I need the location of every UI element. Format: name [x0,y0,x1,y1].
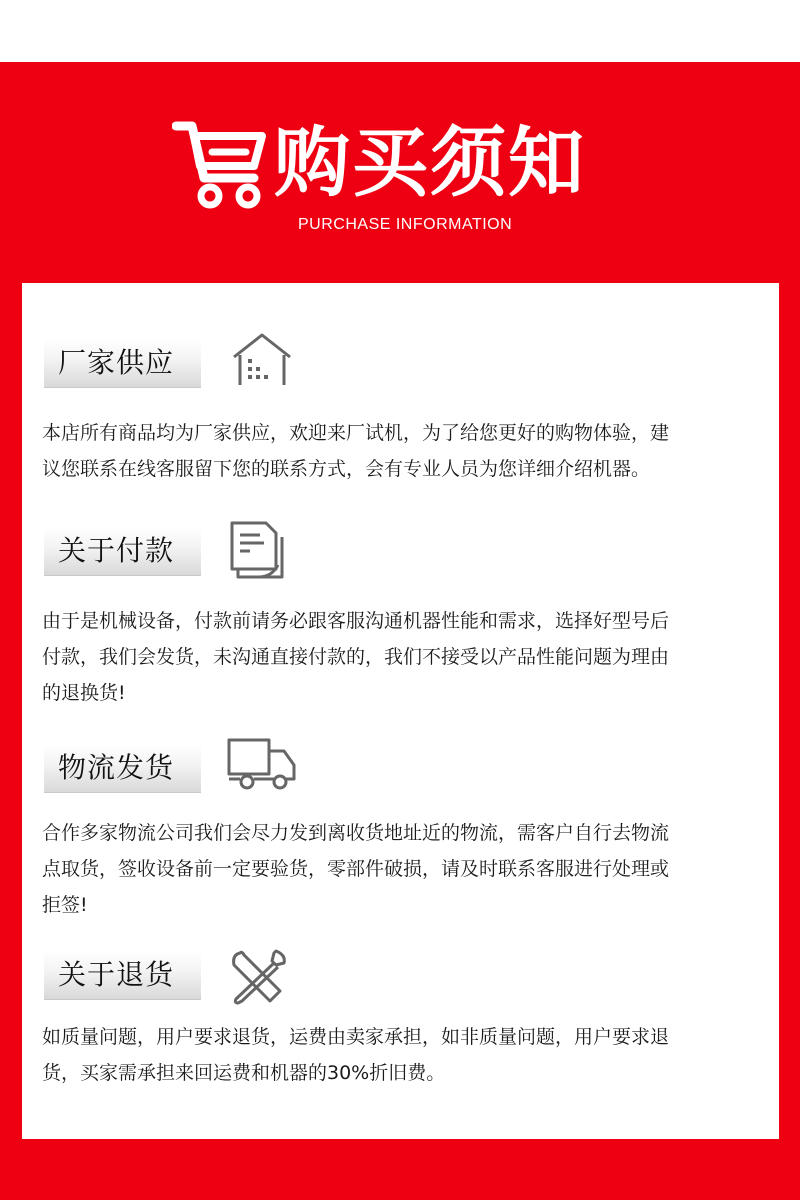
paragraph-line: 如质量问题，用户要求退货，运费由卖家承担，如非质量问题，用户要求退 [42,1026,670,1048]
section-title: 关于付款 [58,534,175,567]
paragraph-line: 由于是机械设备，付款前请务必跟客服沟通机器性能和需求，选择好型号后 [42,610,670,632]
paragraph-line: 的退换货! [42,682,126,704]
section-title-box [44,951,201,999]
section-paragraph [42,815,762,923]
paragraph-line: 本店所有商品均为厂家供应，欢迎来厂试机，为了给您更好的购物体验，建 [42,422,670,444]
section-title-box [44,744,201,792]
document-icon [228,521,288,583]
paragraph-line: 合作多家物流公司我们会尽力发到离收货地址近的物流，需客户自行去物流 [42,822,670,844]
section-title: 关于退货 [58,958,175,991]
paragraph-line: 议您联系在线客服留下您的联系方式，会有专业人员为您详细介绍机器。 [42,458,651,480]
paragraph-line: 付款，我们会发货，未沟通直接付款的，我们不接受以产品性能问题为理由 [42,646,670,668]
wrench-screwdriver-icon [228,947,288,1007]
content-card [22,283,779,1139]
page-title: 购买须知 [274,118,586,207]
section-title: 物流发货 [58,751,175,784]
section-paragraph [42,603,762,711]
section-paragraph [42,1019,762,1091]
page-subtitle: PURCHASE INFORMATION [298,216,513,233]
factory-building-icon [230,331,294,387]
section-title-box [44,339,201,387]
section-paragraph [42,415,762,487]
shopping-cart-icon [172,116,268,212]
paragraph-line: 货，买家需承担来回运费和机器的30%折旧费。 [42,1062,446,1084]
section-title: 厂家供应 [58,346,175,379]
section-title-box [44,527,201,575]
paragraph-line: 点取货，签收设备前一定要验货，零部件破损，请及时联系客服进行处理或 [42,858,670,880]
delivery-truck-icon [226,737,298,793]
paragraph-line: 拒签! [42,894,88,916]
